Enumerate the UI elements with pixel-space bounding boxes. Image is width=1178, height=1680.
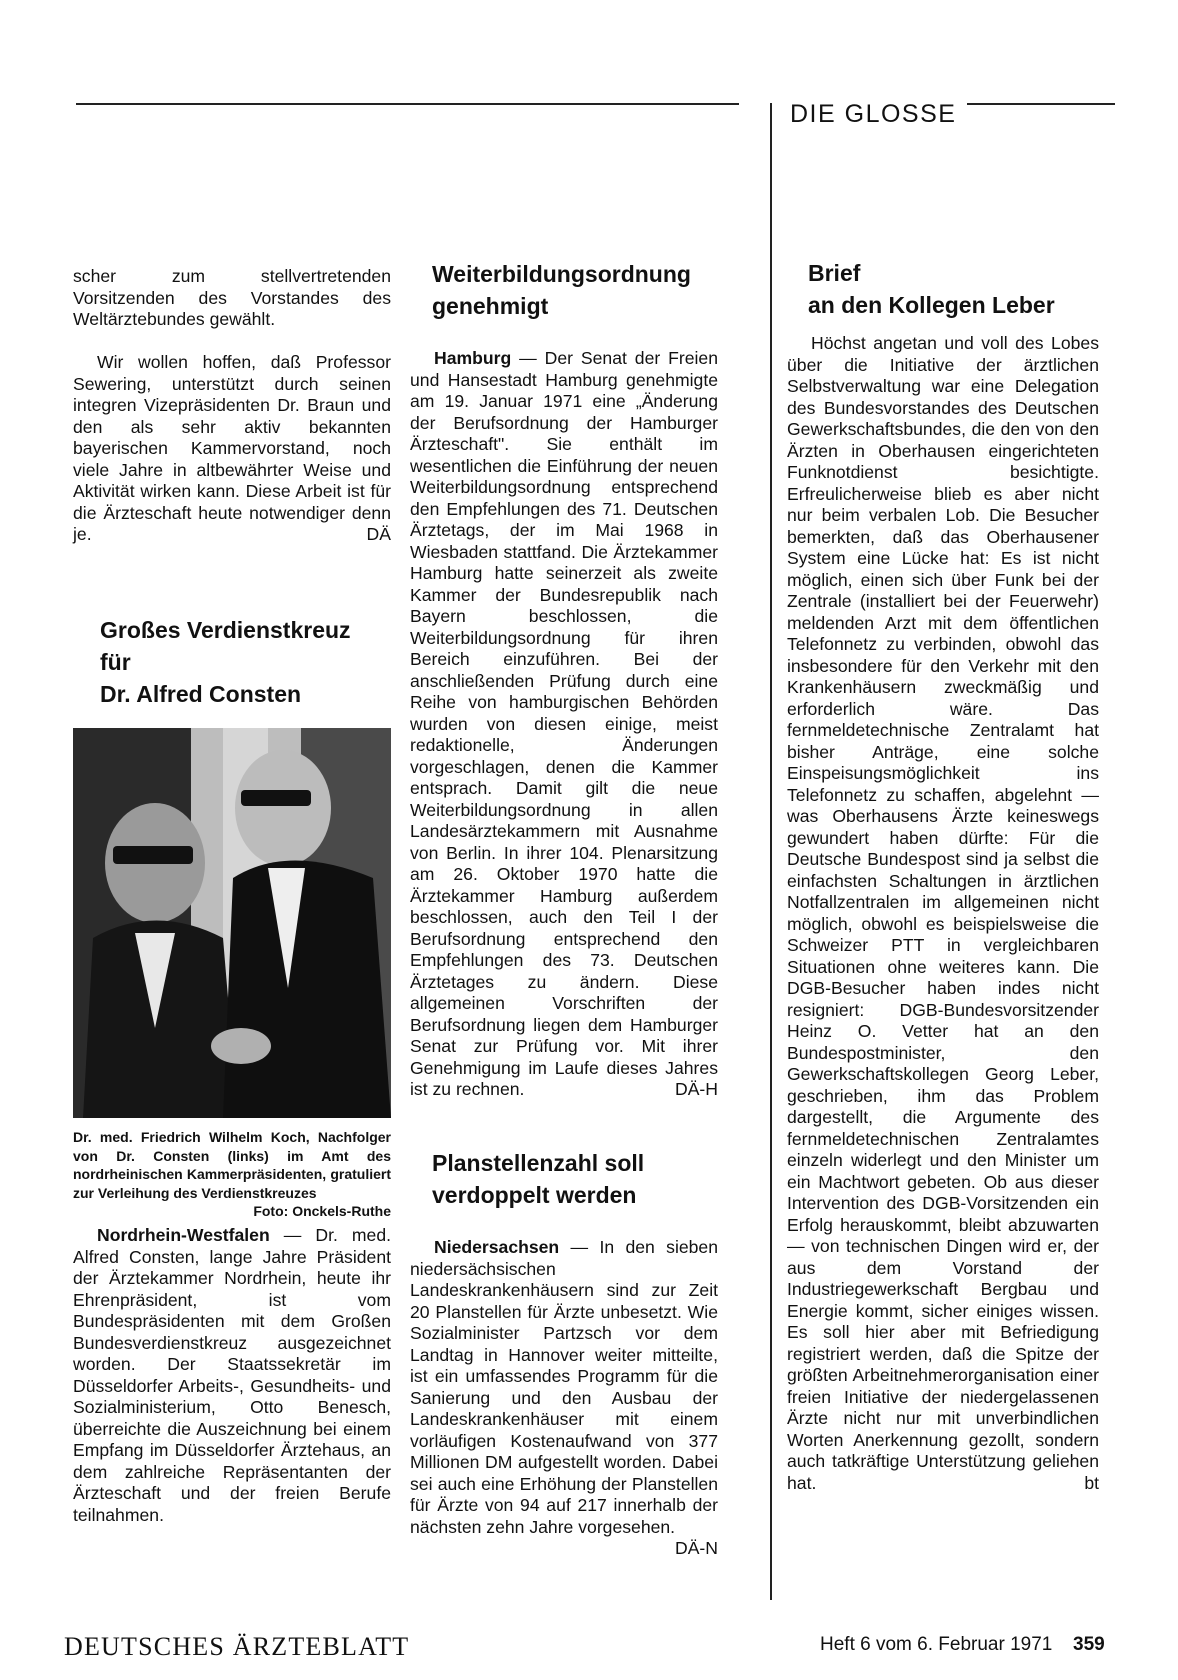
weiterbildung-heading-line1: Weiterbildungsordnung: [432, 261, 691, 287]
continuation-text: scher zum stellvertretenden Vorsitzenden des Vorstandes des Weltärztebundes gewählt.: [73, 266, 391, 329]
consten-article: [73, 1225, 391, 1526]
header-rule-left: [76, 103, 739, 105]
consten-heading-line2: für: [100, 649, 131, 675]
brief-heading-line1: Brief: [808, 260, 861, 286]
planstellen-article: [410, 1237, 718, 1560]
issue-info: Heft 6 vom 6. Februar 1971: [820, 1634, 1053, 1655]
page-number: 359: [1073, 1634, 1105, 1655]
brief-heading-line2: an den Kollegen Leber: [808, 292, 1055, 318]
weiterbildung-dateline: Hamburg: [434, 348, 512, 368]
consten-heading: [100, 614, 351, 710]
column1-continuation: [73, 266, 391, 331]
column-divider: [770, 103, 772, 1600]
weiterbildung-heading: [432, 258, 691, 322]
photo-illustration: [73, 728, 391, 1118]
photo-credit: Foto: Onckels-Ruthe: [253, 1203, 391, 1219]
consten-heading-line3: Dr. Alfred Consten: [100, 681, 302, 707]
brief-body: Höchst angetan und voll des Lobes über die Initiative der ärztlichen Selbstverwaltung war eine Delegation des Bundesvorstandes des Deutschen Gewerkschaftsbundes, die den von den Ärzten in Oberhausen eingerichteten Funknotdienst besichtigte. Erfreulicherweise blieb es aber nicht nur beim verbalen Lob. Die Besucher bemerkten, daß das Oberhausener System eine Lücke hat: Es ist nicht möglich, einen sich über Funk bei der Zentrale (installiert bei der Feuerwehr) meldenden Arzt mit dem öffentlichen Telefonnetz zu verbinden, obwohl das insbesondere für den Verkehr mit den Krankenhäusern zweckmäßig und erforderlich wäre. Das fernmeldetechnische Zentralamt hat bisher Anträge, eine solche Einspeisungsmöglichkeit ins Telefonnetz zu schaffen, abgelehnt — was Oberhausens Ärzte keineswegs gewundert haben dürfte: Für die Deutsche Bundespost sind ja selbst die einfachsten Schaltungen in ärztlichen Notfallzentralen im allgemeinen nicht möglich, obwohl es beispielsweise die Schweizer PTT in vergleichbaren Situationen ohne weiteres kann. Die DGB-Besucher haben indes nicht resigniert: DGB-Bundesvorsitzender Heinz O. Vetter hat an den Bundespostminister, den Gewerkschaftskollegen Georg Leber, geschrieben, ihm das Problem dargestellt, die Argumente des fernmeldetechnischen Zentralamtes einzeln widerlegt und den Minister um ein Machtwort gebeten. Ob aus dieser Intervention des DGB-Vorsitzenden ein Erfolg herauskommt, bleibt abzuwarten — von technischen Dingen wird er, der aus dem Vorstand der Industriegewerkschaft Bergbau und Energie kommt, sicher einiges wissen. Es soll hier aber mit Befriedigung registriert werden, daß die Spitze der größten Arbeitnehmerorganisation einer freien Initiative der niedergelassenen Ärzte nicht nur mit unverbindlichen Worten Anerkennung gezollt, sondern auch tatkräftige Unterstützung geliehen hat.: [787, 333, 1099, 1493]
paragraph2-text: Wir wollen hoffen, daß Professor Sewering, unterstützt durch seinen integren Vizepräsidenten Dr. Braun und den als sehr aktiv bekannten bayerischen Kammervorstand, noch viele Jahre in altbewährter Weise und Aktivität wirken kann. Diese Arbeit ist für die Ärzteschaft heute notwendiger denn je.: [73, 352, 391, 544]
planstellen-heading: [432, 1147, 644, 1211]
weiterbildung-signature: DÄ-H: [674, 1079, 718, 1099]
column1-paragraph2: [73, 352, 391, 546]
header-rule-right: [967, 103, 1115, 105]
planstellen-signature: DÄ-N: [674, 1538, 718, 1558]
consten-article-dateline: Nordrhein-Westfalen: [97, 1225, 270, 1245]
weiterbildung-heading-line2: genehmigt: [432, 293, 549, 319]
journal-name: DEUTSCHES ÄRZTEBLATT: [64, 1632, 410, 1661]
brief-article: [787, 333, 1099, 1494]
planstellen-heading-line2: verdoppelt werden: [432, 1182, 637, 1208]
brief-signature: bt: [1084, 1472, 1099, 1493]
news-photo: [73, 728, 391, 1118]
brief-heading: [808, 257, 1055, 321]
section-label: DIE GLOSSE: [790, 100, 957, 128]
planstellen-dateline: Niedersachsen: [434, 1237, 560, 1257]
weiterbildung-body: — Der Senat der Freien und Hansestadt Hamburg genehmigte am 19. Januar 1971 eine „Änderung der Berufsordnung der Hamburger Ärzteschaft". Sie enthält im wesentlichen die Einführung der neuen Weiterbildungsordnung entsprechend den Empfehlungen des 71. Deutschen Ärztetags, der im Mai 1968 in Wiesbaden stattfand. Die Ärztekammer Hamburg hatte seinerzeit als zweite Kammer der Bundesrepublik nach Bayern beschlossen, die Weiterbildungsordnung für ihren Bereich einzuführen. Bei der anschließenden Prüfung durch eine Reihe von hamburgischen Behörden wurden von diesen einige, meist redaktionelle, Änderungen vorgeschlagen, denen die Kammer entsprach. Damit gilt die neue Weiterbildungsordnung in allen Landesärztekammern mit Ausnahme von Berlin. In ihrer 104. Plenarsitzung am 26. Oktober 1970 hatte die Ärztekammer Hamburg außerdem beschlossen, auch den Teil I der Berufsordnung entsprechend den Empfehlungen des 73. Deutschen Ärztetages zu ändern. Diese allgemeinen Vorschriften der Berufsordnung liegen dem Hamburger Senat zur Prüfung vor. Mit ihrer Genehmigung im Laufe dieses Jahres ist zu rechnen.: [410, 348, 718, 1099]
caption-text: Dr. med. Friedrich Wilhelm Koch, Nachfolger von Dr. Consten (links) im Amt des nordrheinischen Kammerpräsidenten, gratuliert zur Verleihung des Verdienstkreuzes: [73, 1129, 391, 1201]
weiterbildung-article: [410, 348, 718, 1101]
planstellen-body: — In den sieben niedersächsischen Landeskrankenhäusern sind zur Zeit 20 Planstellen für Ärzte unbesetzt. Wie Sozialminister Partzsch vor dem Landtag in Hannover weiter mitteilte, ist ein umfassendes Programm für die Sanierung und den Ausbau der Landeskrankenhäuser mit einem vorläufigen Kostenaufwand von 377 Millionen DM aufgestellt worden. Dabei sei auch eine Erhöhung der Planstellen für Ärzte von 94 auf 217 innerhalb der nächsten zehn Jahre vorgesehen.: [410, 1237, 718, 1537]
photo-caption: [73, 1128, 391, 1221]
paragraph2-signature: DÄ: [366, 524, 391, 544]
consten-article-body: — Dr. med. Alfred Consten, lange Jahre Präsident der Ärztekammer Nordrhein, heute ihr Ehrenpräsident, ist vom Bundespräsidenten mit dem Großen Bundesverdienstkreuz ausgezeichnet worden. Der Staatssekretär im Düsseldorfer Arbeits-, Gesundheits- und Sozialministerium, Otto Benesch, überreichte die Auszeichnung bei einem Empfang im Düsseldorfer Ärztehaus, an dem zahlreiche Repräsentanten der Ärzteschaft und der freien Berufe teilnahmen.: [73, 1225, 391, 1525]
planstellen-heading-line1: Planstellenzahl soll: [432, 1150, 645, 1176]
consten-heading-line1: Großes Verdienstkreuz: [100, 617, 351, 643]
